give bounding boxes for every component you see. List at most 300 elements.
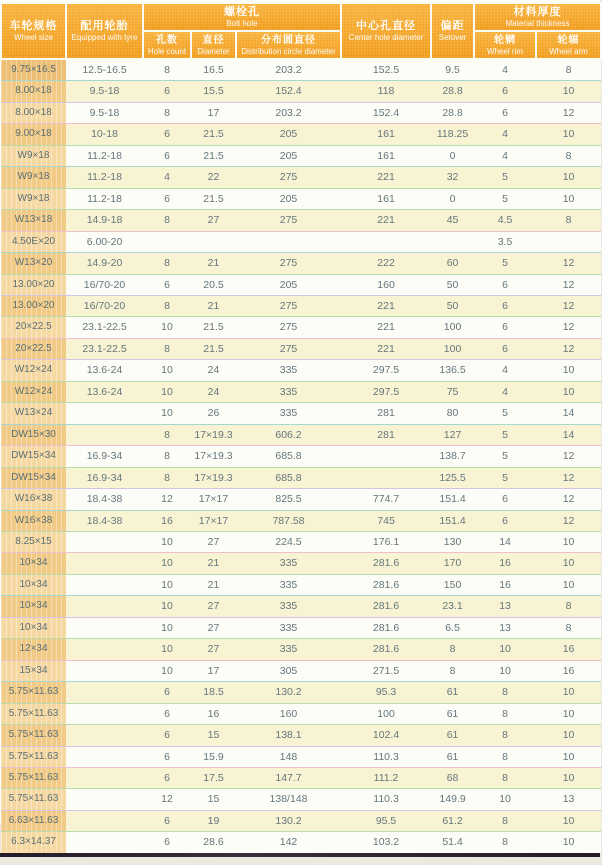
cell-wheel-rim: 5 xyxy=(474,446,536,467)
table-row xyxy=(1,617,601,638)
header-diameter-zh: 直径 xyxy=(202,34,225,46)
cell-wheel-rim: 4 xyxy=(474,145,536,166)
table-row xyxy=(1,167,601,188)
cell-wheel-rim: 13 xyxy=(474,617,536,638)
cell-wheel-arm: 14 xyxy=(536,424,601,445)
cell-hole-count: 6 xyxy=(143,810,191,831)
cell-wheel-rim: 5 xyxy=(474,424,536,445)
table-row xyxy=(1,574,601,595)
cell-hole-count: 10 xyxy=(143,596,191,617)
cell-wheel-rim: 6 xyxy=(474,510,536,531)
cell-center-hole: 221 xyxy=(341,167,431,188)
cell-distribution: 138.1 xyxy=(236,725,341,746)
header-center-hole xyxy=(341,3,431,59)
cell-diameter: 21 xyxy=(191,574,236,595)
cell-wheel-size: W16×38 xyxy=(1,489,66,510)
cell-hole-count: 6 xyxy=(143,188,191,209)
cell-tyre: 11.2-18 xyxy=(66,188,143,209)
cell-wheel-arm: 16 xyxy=(536,639,601,660)
cell-center-hole: 297.5 xyxy=(341,381,431,402)
table-row xyxy=(1,124,601,145)
table-row xyxy=(1,703,601,724)
cell-diameter: 21 xyxy=(191,295,236,316)
cell-hole-count: 10 xyxy=(143,317,191,338)
cell-wheel-arm: 10 xyxy=(536,574,601,595)
cell-hole-count: 10 xyxy=(143,660,191,681)
cell-wheel-size: 5.75×11.63 xyxy=(1,703,66,724)
cell-hole-count: 6 xyxy=(143,725,191,746)
cell-setover: 151.4 xyxy=(431,489,474,510)
table-row xyxy=(1,145,601,166)
table-row xyxy=(1,510,601,531)
cell-center-hole: 281.6 xyxy=(341,574,431,595)
header-hole-count-en: Hole count xyxy=(147,46,187,56)
cell-distribution: 275 xyxy=(236,210,341,231)
cell-tyre: 9.5-18 xyxy=(66,102,143,123)
cell-distribution: 152.4 xyxy=(236,81,341,102)
cell-wheel-size: 8.25×15 xyxy=(1,531,66,552)
cell-tyre: 23.1-22.5 xyxy=(66,317,143,338)
cell-setover: 61 xyxy=(431,746,474,767)
cell-distribution: 130.2 xyxy=(236,810,341,831)
cell-setover: 61.2 xyxy=(431,810,474,831)
cell-wheel-rim: 8 xyxy=(474,703,536,724)
cell-wheel-arm: 10 xyxy=(536,167,601,188)
header-hole-count-zh: 孔数 xyxy=(156,34,178,46)
cell-setover: 23.1 xyxy=(431,596,474,617)
cell-wheel-size: 6.3×14.37 xyxy=(1,832,66,853)
cell-setover: 50 xyxy=(431,295,474,316)
cell-diameter: 21.5 xyxy=(191,188,236,209)
cell-hole-count: 12 xyxy=(143,789,191,810)
cell-wheel-rim: 10 xyxy=(474,660,536,681)
cell-wheel-rim: 5 xyxy=(474,403,536,424)
cell-tyre: 6.00-20 xyxy=(66,231,143,252)
table-row xyxy=(1,531,601,552)
cell-diameter: 17 xyxy=(191,102,236,123)
header-diameter-en: Diameter xyxy=(197,46,230,56)
cell-wheel-size: 5.75×11.63 xyxy=(1,767,66,788)
cell-hole-count: 10 xyxy=(143,639,191,660)
header-wheel-size-en: Wheel size xyxy=(13,32,54,42)
header-tyre-en: Equipped with tyre xyxy=(71,32,138,42)
cell-hole-count: 8 xyxy=(143,446,191,467)
cell-wheel-size: 10×34 xyxy=(1,596,66,617)
cell-diameter: 21.5 xyxy=(191,317,236,338)
cell-wheel-arm: 10 xyxy=(536,360,601,381)
cell-wheel-arm: 8 xyxy=(536,210,601,231)
cell-center-hole: 110.3 xyxy=(341,746,431,767)
cell-hole-count: 8 xyxy=(143,59,191,81)
cell-hole-count xyxy=(143,231,191,252)
cell-distribution: 142 xyxy=(236,832,341,853)
cell-setover: 45 xyxy=(431,210,474,231)
header-wheel-size-zh: 车轮规格 xyxy=(9,19,58,32)
cell-wheel-size: 10×34 xyxy=(1,574,66,595)
wheel-spec-table xyxy=(0,2,602,853)
cell-distribution: 205 xyxy=(236,274,341,295)
table-row xyxy=(1,253,601,274)
header-setover xyxy=(431,3,474,59)
table-header xyxy=(1,3,601,59)
cell-hole-count: 8 xyxy=(143,295,191,316)
cell-wheel-rim: 8 xyxy=(474,767,536,788)
table-row xyxy=(1,231,601,252)
table-row xyxy=(1,446,601,467)
cell-diameter: 17×19.3 xyxy=(191,424,236,445)
cell-distribution: 275 xyxy=(236,317,341,338)
cell-center-hole: 774.7 xyxy=(341,489,431,510)
cell-distribution: 335 xyxy=(236,617,341,638)
cell-hole-count: 10 xyxy=(143,381,191,402)
cell-setover: 100 xyxy=(431,338,474,359)
table-row xyxy=(1,682,601,703)
cell-hole-count: 6 xyxy=(143,124,191,145)
cell-tyre xyxy=(66,424,143,445)
cell-wheel-arm: 10 xyxy=(536,767,601,788)
header-distribution-zh: 分布圆直径 xyxy=(261,34,317,46)
cell-wheel-rim: 6 xyxy=(474,274,536,295)
cell-distribution: 224.5 xyxy=(236,531,341,552)
cell-diameter: 27 xyxy=(191,596,236,617)
header-center-hole-en: Center hole diameter xyxy=(348,32,424,42)
cell-distribution: 685.8 xyxy=(236,446,341,467)
cell-wheel-size: 9.00×18 xyxy=(1,124,66,145)
cell-distribution: 335 xyxy=(236,639,341,660)
cell-wheel-rim: 6 xyxy=(474,295,536,316)
cell-wheel-arm: 12 xyxy=(536,295,601,316)
cell-wheel-size: 8.00×18 xyxy=(1,102,66,123)
cell-diameter: 21.5 xyxy=(191,124,236,145)
header-diameter xyxy=(191,31,236,59)
cell-distribution: 147.7 xyxy=(236,767,341,788)
cell-tyre: 18.4-38 xyxy=(66,510,143,531)
cell-wheel-arm: 12 xyxy=(536,446,601,467)
cell-tyre: 14.9-18 xyxy=(66,210,143,231)
cell-wheel-size: W13×24 xyxy=(1,403,66,424)
cell-setover: 61 xyxy=(431,725,474,746)
cell-wheel-arm xyxy=(536,231,601,252)
cell-distribution: 275 xyxy=(236,253,341,274)
header-center-hole-zh: 中心孔直径 xyxy=(356,19,417,32)
cell-distribution xyxy=(236,231,341,252)
cell-diameter: 17 xyxy=(191,660,236,681)
cell-tyre: 10-18 xyxy=(66,124,143,145)
cell-center-hole xyxy=(341,231,431,252)
cell-distribution: 787.58 xyxy=(236,510,341,531)
cell-setover: 100 xyxy=(431,317,474,338)
cell-hole-count: 10 xyxy=(143,574,191,595)
cell-hole-count: 4 xyxy=(143,167,191,188)
header-bolt-hole xyxy=(143,3,341,31)
header-setover-zh: 偏距 xyxy=(440,19,465,32)
cell-wheel-size: 10×34 xyxy=(1,617,66,638)
cell-diameter: 28.6 xyxy=(191,832,236,853)
cell-wheel-rim: 3.5 xyxy=(474,231,536,252)
cell-hole-count: 6 xyxy=(143,682,191,703)
cell-setover: 51.4 xyxy=(431,832,474,853)
cell-setover: 9.5 xyxy=(431,59,474,81)
cell-wheel-arm: 12 xyxy=(536,489,601,510)
cell-setover: 50 xyxy=(431,274,474,295)
bottom-strip xyxy=(0,857,600,865)
cell-hole-count: 6 xyxy=(143,832,191,853)
cell-hole-count: 8 xyxy=(143,338,191,359)
cell-center-hole: 221 xyxy=(341,210,431,231)
cell-center-hole: 221 xyxy=(341,295,431,316)
cell-hole-count: 12 xyxy=(143,489,191,510)
cell-tyre: 13.6-24 xyxy=(66,360,143,381)
cell-wheel-rim: 6 xyxy=(474,489,536,510)
cell-distribution: 335 xyxy=(236,381,341,402)
cell-distribution: 335 xyxy=(236,403,341,424)
header-tyre-zh: 配用轮胎 xyxy=(80,19,129,32)
cell-wheel-rim: 13 xyxy=(474,596,536,617)
table-row xyxy=(1,102,601,123)
cell-diameter: 21.5 xyxy=(191,338,236,359)
cell-center-hole: 281.6 xyxy=(341,639,431,660)
header-wheel-arm-zh: 轮辐 xyxy=(557,34,580,46)
cell-tyre xyxy=(66,639,143,660)
cell-tyre: 16.9-34 xyxy=(66,446,143,467)
table-row xyxy=(1,660,601,681)
cell-center-hole: 281.6 xyxy=(341,596,431,617)
cell-center-hole: 103.2 xyxy=(341,832,431,853)
table-row xyxy=(1,274,601,295)
cell-wheel-size: 6.63×11.63 xyxy=(1,810,66,831)
cell-setover: 125.5 xyxy=(431,467,474,488)
cell-distribution: 335 xyxy=(236,360,341,381)
cell-diameter: 15.5 xyxy=(191,81,236,102)
header-setover-en: Setover xyxy=(438,32,467,42)
cell-center-hole: 281 xyxy=(341,424,431,445)
cell-setover: 28.8 xyxy=(431,102,474,123)
header-distribution-en: Distribution circle diameter xyxy=(241,46,336,56)
cell-setover: 8 xyxy=(431,639,474,660)
table-row xyxy=(1,767,601,788)
header-wheel-arm-en: Wheel arm xyxy=(549,46,588,56)
cell-wheel-arm: 10 xyxy=(536,124,601,145)
cell-diameter: 18.5 xyxy=(191,682,236,703)
cell-hole-count: 16 xyxy=(143,510,191,531)
cell-wheel-arm: 10 xyxy=(536,682,601,703)
cell-wheel-arm: 12 xyxy=(536,317,601,338)
cell-diameter: 15 xyxy=(191,725,236,746)
cell-distribution: 335 xyxy=(236,574,341,595)
cell-tyre xyxy=(66,725,143,746)
header-tyre xyxy=(66,3,143,59)
cell-tyre: 16/70-20 xyxy=(66,295,143,316)
cell-tyre: 16/70-20 xyxy=(66,274,143,295)
cell-tyre xyxy=(66,531,143,552)
table-row xyxy=(1,338,601,359)
cell-wheel-arm: 12 xyxy=(536,510,601,531)
cell-wheel-rim: 10 xyxy=(474,639,536,660)
cell-wheel-size: 12×34 xyxy=(1,639,66,660)
cell-distribution: 335 xyxy=(236,553,341,574)
cell-center-hole: 161 xyxy=(341,145,431,166)
cell-diameter: 27 xyxy=(191,617,236,638)
cell-tyre xyxy=(66,767,143,788)
cell-wheel-arm: 8 xyxy=(536,145,601,166)
spec-table-body xyxy=(1,59,601,853)
table-row xyxy=(1,59,601,81)
table-row xyxy=(1,81,601,102)
cell-tyre xyxy=(66,789,143,810)
cell-wheel-size: 5.75×11.63 xyxy=(1,789,66,810)
cell-wheel-size: 13.00×20 xyxy=(1,274,66,295)
cell-diameter: 26 xyxy=(191,403,236,424)
cell-setover: 80 xyxy=(431,403,474,424)
table-row xyxy=(1,789,601,810)
cell-wheel-size: 13.00×20 xyxy=(1,295,66,316)
cell-hole-count: 6 xyxy=(143,746,191,767)
cell-wheel-size: 20×22.5 xyxy=(1,338,66,359)
cell-distribution: 203.2 xyxy=(236,59,341,81)
cell-setover xyxy=(431,231,474,252)
cell-wheel-size: W12×24 xyxy=(1,381,66,402)
cell-hole-count: 10 xyxy=(143,531,191,552)
cell-wheel-arm: 14 xyxy=(536,403,601,424)
cell-diameter: 19 xyxy=(191,810,236,831)
header-wheel-size xyxy=(1,3,66,59)
cell-distribution: 685.8 xyxy=(236,467,341,488)
cell-setover: 61 xyxy=(431,703,474,724)
cell-tyre: 13.6-24 xyxy=(66,381,143,402)
table-row xyxy=(1,810,601,831)
cell-wheel-arm: 12 xyxy=(536,467,601,488)
cell-wheel-rim: 4 xyxy=(474,124,536,145)
cell-wheel-size: 8.00×18 xyxy=(1,81,66,102)
cell-wheel-arm: 12 xyxy=(536,102,601,123)
cell-hole-count: 10 xyxy=(143,360,191,381)
cell-diameter: 15 xyxy=(191,789,236,810)
cell-wheel-rim: 6 xyxy=(474,81,536,102)
cell-distribution: 205 xyxy=(236,188,341,209)
cell-center-hole: 95.5 xyxy=(341,810,431,831)
cell-hole-count: 10 xyxy=(143,617,191,638)
header-wheel-arm xyxy=(536,31,601,59)
header-wheel-rim-en: Wheel rim xyxy=(487,46,524,56)
header-bolt-hole-zh: 螺栓孔 xyxy=(224,5,261,18)
cell-setover: 68 xyxy=(431,767,474,788)
table-row xyxy=(1,489,601,510)
cell-hole-count: 10 xyxy=(143,553,191,574)
cell-hole-count: 6 xyxy=(143,703,191,724)
cell-hole-count: 8 xyxy=(143,253,191,274)
cell-diameter: 22 xyxy=(191,167,236,188)
header-material xyxy=(474,3,601,31)
cell-wheel-arm: 10 xyxy=(536,553,601,574)
cell-wheel-size: W12×24 xyxy=(1,360,66,381)
cell-tyre: 18.4-38 xyxy=(66,489,143,510)
cell-center-hole: 152.4 xyxy=(341,102,431,123)
cell-wheel-arm: 13 xyxy=(536,789,601,810)
cell-wheel-size: 15×34 xyxy=(1,660,66,681)
cell-tyre xyxy=(66,553,143,574)
cell-center-hole: 100 xyxy=(341,703,431,724)
cell-hole-count: 10 xyxy=(143,403,191,424)
cell-tyre xyxy=(66,617,143,638)
table-row xyxy=(1,596,601,617)
cell-setover: 170 xyxy=(431,553,474,574)
cell-wheel-arm: 10 xyxy=(536,703,601,724)
cell-wheel-rim: 6 xyxy=(474,317,536,338)
cell-wheel-rim: 16 xyxy=(474,553,536,574)
cell-distribution: 130.2 xyxy=(236,682,341,703)
cell-hole-count: 6 xyxy=(143,274,191,295)
cell-setover: 118.25 xyxy=(431,124,474,145)
cell-center-hole: 118 xyxy=(341,81,431,102)
cell-wheel-size: W13×20 xyxy=(1,253,66,274)
header-wheel-rim xyxy=(474,31,536,59)
cell-distribution: 335 xyxy=(236,596,341,617)
cell-diameter: 17×19.3 xyxy=(191,467,236,488)
cell-wheel-arm: 10 xyxy=(536,810,601,831)
cell-distribution: 305 xyxy=(236,660,341,681)
table-row xyxy=(1,317,601,338)
cell-wheel-size: 9.75×16.5 xyxy=(1,59,66,81)
cell-wheel-size: 10×34 xyxy=(1,553,66,574)
cell-wheel-rim: 5 xyxy=(474,253,536,274)
cell-wheel-rim: 8 xyxy=(474,682,536,703)
cell-center-hole: 110.3 xyxy=(341,789,431,810)
cell-tyre xyxy=(66,810,143,831)
cell-wheel-rim: 4 xyxy=(474,59,536,81)
cell-wheel-arm: 10 xyxy=(536,531,601,552)
cell-diameter: 17×17 xyxy=(191,510,236,531)
cell-center-hole: 161 xyxy=(341,124,431,145)
cell-diameter: 17.5 xyxy=(191,767,236,788)
cell-wheel-size: W13×18 xyxy=(1,210,66,231)
cell-diameter: 15.9 xyxy=(191,746,236,767)
cell-tyre xyxy=(66,832,143,853)
cell-wheel-size: 5.75×11.63 xyxy=(1,746,66,767)
cell-distribution: 205 xyxy=(236,124,341,145)
cell-diameter: 27 xyxy=(191,531,236,552)
table-row xyxy=(1,746,601,767)
cell-wheel-size: DW15×34 xyxy=(1,446,66,467)
cell-wheel-arm: 12 xyxy=(536,253,601,274)
cell-setover: 28.8 xyxy=(431,81,474,102)
cell-distribution: 205 xyxy=(236,145,341,166)
cell-wheel-rim: 4.5 xyxy=(474,210,536,231)
cell-wheel-arm: 10 xyxy=(536,381,601,402)
cell-wheel-arm: 10 xyxy=(536,81,601,102)
cell-distribution: 275 xyxy=(236,167,341,188)
cell-wheel-arm: 8 xyxy=(536,596,601,617)
header-wheel-rim-zh: 轮辋 xyxy=(494,34,517,46)
cell-wheel-size: W9×18 xyxy=(1,167,66,188)
table-row xyxy=(1,210,601,231)
cell-wheel-arm: 16 xyxy=(536,660,601,681)
cell-wheel-arm: 12 xyxy=(536,338,601,359)
table-row xyxy=(1,360,601,381)
cell-wheel-size: 5.75×11.63 xyxy=(1,682,66,703)
cell-center-hole: 221 xyxy=(341,317,431,338)
cell-setover: 0 xyxy=(431,145,474,166)
cell-tyre: 12.5-16.5 xyxy=(66,59,143,81)
cell-setover: 0 xyxy=(431,188,474,209)
cell-distribution: 606.2 xyxy=(236,424,341,445)
cell-wheel-rim: 8 xyxy=(474,746,536,767)
cell-setover: 151.4 xyxy=(431,510,474,531)
cell-center-hole: 281.6 xyxy=(341,617,431,638)
cell-diameter: 21 xyxy=(191,253,236,274)
table-row xyxy=(1,295,601,316)
table-row xyxy=(1,832,601,853)
cell-center-hole xyxy=(341,446,431,467)
